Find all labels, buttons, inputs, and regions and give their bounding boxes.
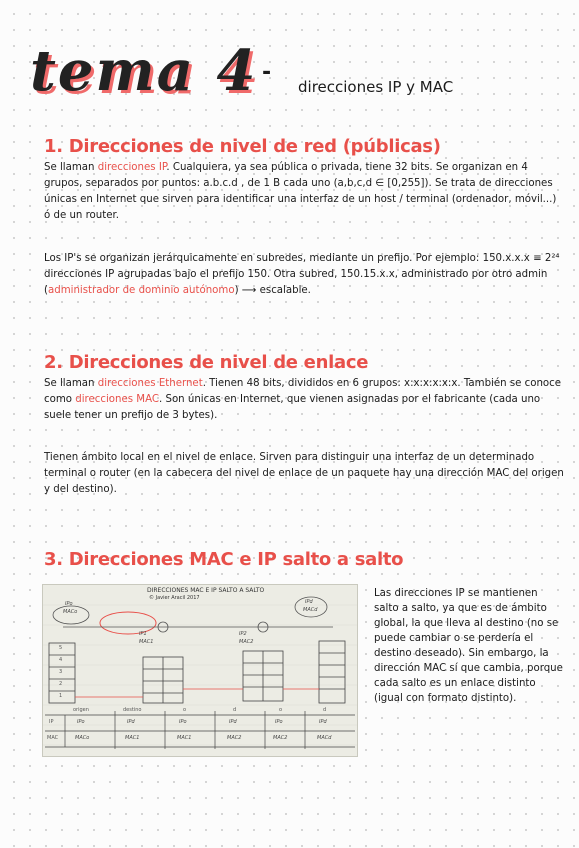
section-2-paragraph-2: Tienen ámbito local en el nivel de enlace. Sirven para distinguir una interfaz de un determinado terminal o router (en la cabecera del nivel de enlace de un paquete hay una dirección MAC del origen y del destino). — [44, 452, 564, 495]
column-header: origen — [73, 707, 89, 713]
text-segment: Se llaman — [44, 378, 98, 389]
ip-cell: IPo — [77, 719, 85, 725]
figure-author: © Javier Aracil 2017 — [149, 595, 200, 601]
section-3-heading: 3. Direcciones MAC e IP salto a salto — [44, 549, 404, 570]
node-label: IPo — [65, 601, 73, 607]
column-header: o — [279, 707, 283, 713]
highlight-term: direcciones MAC — [75, 394, 159, 405]
node-label: MAC1 — [139, 639, 154, 645]
highlight-term: direcciones Ethernet — [97, 378, 203, 389]
mac-cell: MAC2 — [273, 735, 288, 741]
ip-cell: IPd — [319, 719, 327, 725]
section-1-paragraph-1 — [44, 160, 564, 224]
mac-cell: MACo — [75, 735, 90, 741]
node-label: IPd — [305, 599, 313, 605]
node-label: IP2 — [239, 631, 247, 637]
layer-number: 2 — [59, 681, 63, 687]
highlight-term: direcciones IP — [97, 162, 167, 173]
ip-cell: IPd — [229, 719, 237, 725]
row-label-ip: IP — [49, 719, 54, 725]
section-1-paragraph-2 — [44, 251, 564, 299]
text-segment: . Cualquiera, ya sea pública o privada, tiene 32 bits. Se organizan en 4 grupos, separados por puntos: a.b.c.d , de 1 B cada uno (a,b,c,d ∈ [0,255]). Se trata de direcciones únicas en Internet que sirven para identificar una interfaz de un host / terminal (ordenador, móvil...) ó de un router. — [44, 162, 557, 221]
mac-cell: MACd — [317, 735, 332, 741]
section-3-side-text: Las direcciones IP se mantienen salto a salto, ya que es de ámbito global, la que lleva al destino (no se puede cambiar o se perdería el destino deseado). Sin embargo, la dirección MAC sí que cambia, porque cada salto es un enlace distinto (igual con formato distinto). — [374, 588, 563, 704]
highlight-term: administrador de dominio autónomo — [47, 285, 235, 296]
layer-number: 5 — [59, 645, 63, 651]
section-1-heading: 1. Direcciones de nivel de red (públicas) — [44, 136, 441, 157]
layer-number: 3 — [59, 669, 63, 675]
section-2-heading: 2. Direcciones de nivel de enlace — [44, 352, 369, 373]
row-label-mac: MAC — [47, 735, 59, 741]
page-subtitle: direcciones IP y MAC — [298, 78, 454, 96]
page-title: tema 4 — [30, 38, 258, 104]
node-label: MAC2 — [239, 639, 254, 645]
section-2-paragraph-1 — [44, 376, 564, 424]
node-label: MACo — [63, 609, 78, 615]
column-header: destino — [123, 707, 142, 713]
mac-cell: MAC1 — [177, 735, 192, 741]
ip-cell: IPd — [127, 719, 135, 725]
text-segment: Se llaman — [44, 162, 98, 173]
network-diagram-photo — [42, 584, 358, 757]
node-label: MACd — [303, 607, 318, 613]
column-header: o — [183, 707, 187, 713]
mac-cell: MAC1 — [125, 735, 140, 741]
text-segment: . Tienen 48 bits, divididos en 6 grupos: x:x:x:x:x:x. También se conoce como — [44, 378, 562, 405]
title-dash: - — [262, 60, 272, 85]
column-header: d — [323, 707, 327, 713]
text-segment: Los IP's se organizan jerárquicamente en subredes, mediante un prefijo. Por ejemplo: 150.x.x.x ≡ 2²⁴ direcciones IP agrupadas bajo el prefijo 150. Otra subred, 150.15.x.x, administrado por otro admin ( — [44, 253, 560, 296]
column-header: d — [233, 707, 237, 713]
layer-number: 4 — [59, 657, 63, 663]
ip-cell: IPo — [275, 719, 283, 725]
ip-cell: IPo — [179, 719, 187, 725]
text-segment: . Son únicas en Internet, que vienen asignadas por el fabricante (cada uno suele tener un prefijo de 3 bytes). — [44, 394, 541, 421]
mac-cell: MAC2 — [227, 735, 242, 741]
text-segment: ) ⟶ escalable. — [234, 285, 311, 296]
figure-title: DIRECCIONES MAC E IP SALTO A SALTO — [147, 587, 265, 594]
layer-number: 1 — [59, 693, 63, 699]
node-label: IP1 — [139, 631, 147, 637]
